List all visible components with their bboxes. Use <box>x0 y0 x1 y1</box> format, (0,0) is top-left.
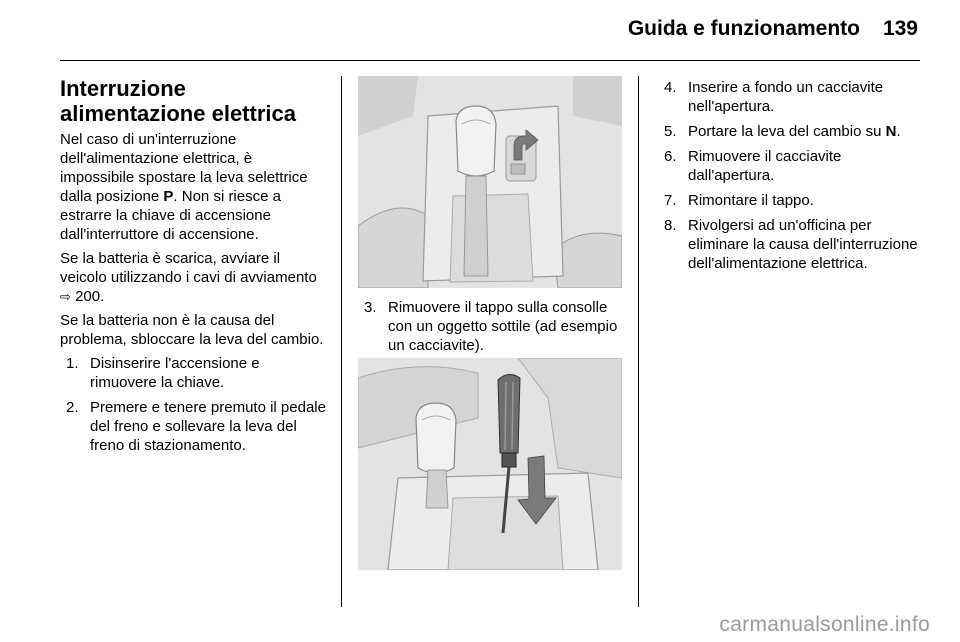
step-text: Rimontare il tappo. <box>688 192 814 209</box>
list-item <box>664 147 924 185</box>
step-text: Inserire a fondo un cacciavite nell'apertura. <box>688 79 884 115</box>
steps-list-3 <box>664 78 924 273</box>
step-number: 6. <box>664 148 677 165</box>
list-item <box>664 78 924 116</box>
step-number: 8. <box>664 217 677 234</box>
step-text: Rimuovere il tappo sulla consolle con un oggetto sottile (ad esempio un cacciavite). <box>388 299 618 354</box>
step-text: Premere e tenere premuto il pedale del freno e sollevare la leva del freno di stazionamento. <box>90 399 326 454</box>
intro-text-end: . Non si riesce a estrarre la chiave di accensione dall'interruttore di accensione. <box>60 188 281 243</box>
list-item <box>664 191 924 210</box>
step-number: 2. <box>66 399 79 416</box>
cross-reference-icon: ⇨ <box>60 289 71 304</box>
step-number: 1. <box>66 355 79 372</box>
step-text-end: . <box>896 123 901 140</box>
list-item <box>364 298 624 355</box>
list-item <box>66 354 328 392</box>
section-title: Interruzione alimentazione elettrica <box>60 76 296 126</box>
cause-paragraph: Se la batteria non è la causa del problema, sbloccare la leva del cambio. <box>60 312 324 348</box>
steps-list-1 <box>60 354 328 455</box>
gear-n-label: N <box>885 123 897 140</box>
step-text: Rimuovere il cacciavite dall'apertura. <box>688 148 842 184</box>
column-left <box>60 76 328 461</box>
cross-reference-link[interactable]: 200. <box>75 288 105 305</box>
illustration-gear-shifter-cap <box>358 76 622 288</box>
header-divider <box>60 60 920 61</box>
step-number: 3. <box>364 299 377 316</box>
step-text: Rivolgersi ad un'officina per eliminare la causa dell'interruzione dell'alimentazione elettrica. <box>688 217 918 272</box>
chapter-title: Guida e funzionamento <box>627 17 860 40</box>
illustration-screwdriver-insert <box>358 358 622 570</box>
step-number: 4. <box>664 79 677 96</box>
step-number: 7. <box>664 192 677 209</box>
battery-paragraph <box>60 249 328 306</box>
step-text-start: Portare la leva del cambio su <box>688 123 886 140</box>
list-item <box>664 216 924 273</box>
gear-p-label: P <box>163 188 174 205</box>
column-middle <box>358 298 624 361</box>
watermark: carmanualsonline.info <box>719 613 930 636</box>
intro-text-start: Nel caso di un'interruzione dell'alimentazione elettrica, è impossibile spostare la leva selettrice dalla posizione <box>60 131 308 205</box>
steps-list-2 <box>358 298 624 355</box>
step-text: Disinserire l'accensione e rimuovere la chiave. <box>90 355 260 391</box>
column-right <box>664 78 924 279</box>
column-divider-right <box>638 76 639 607</box>
list-item <box>66 398 328 455</box>
list-item <box>664 122 924 141</box>
intro-paragraph <box>60 130 328 244</box>
column-divider-left <box>341 76 342 607</box>
battery-text: Se la batteria è scarica, avviare il veicolo utilizzando i cavi di avviamento <box>60 250 317 286</box>
page-number: 139 <box>882 17 918 40</box>
step-number: 5. <box>664 123 677 140</box>
